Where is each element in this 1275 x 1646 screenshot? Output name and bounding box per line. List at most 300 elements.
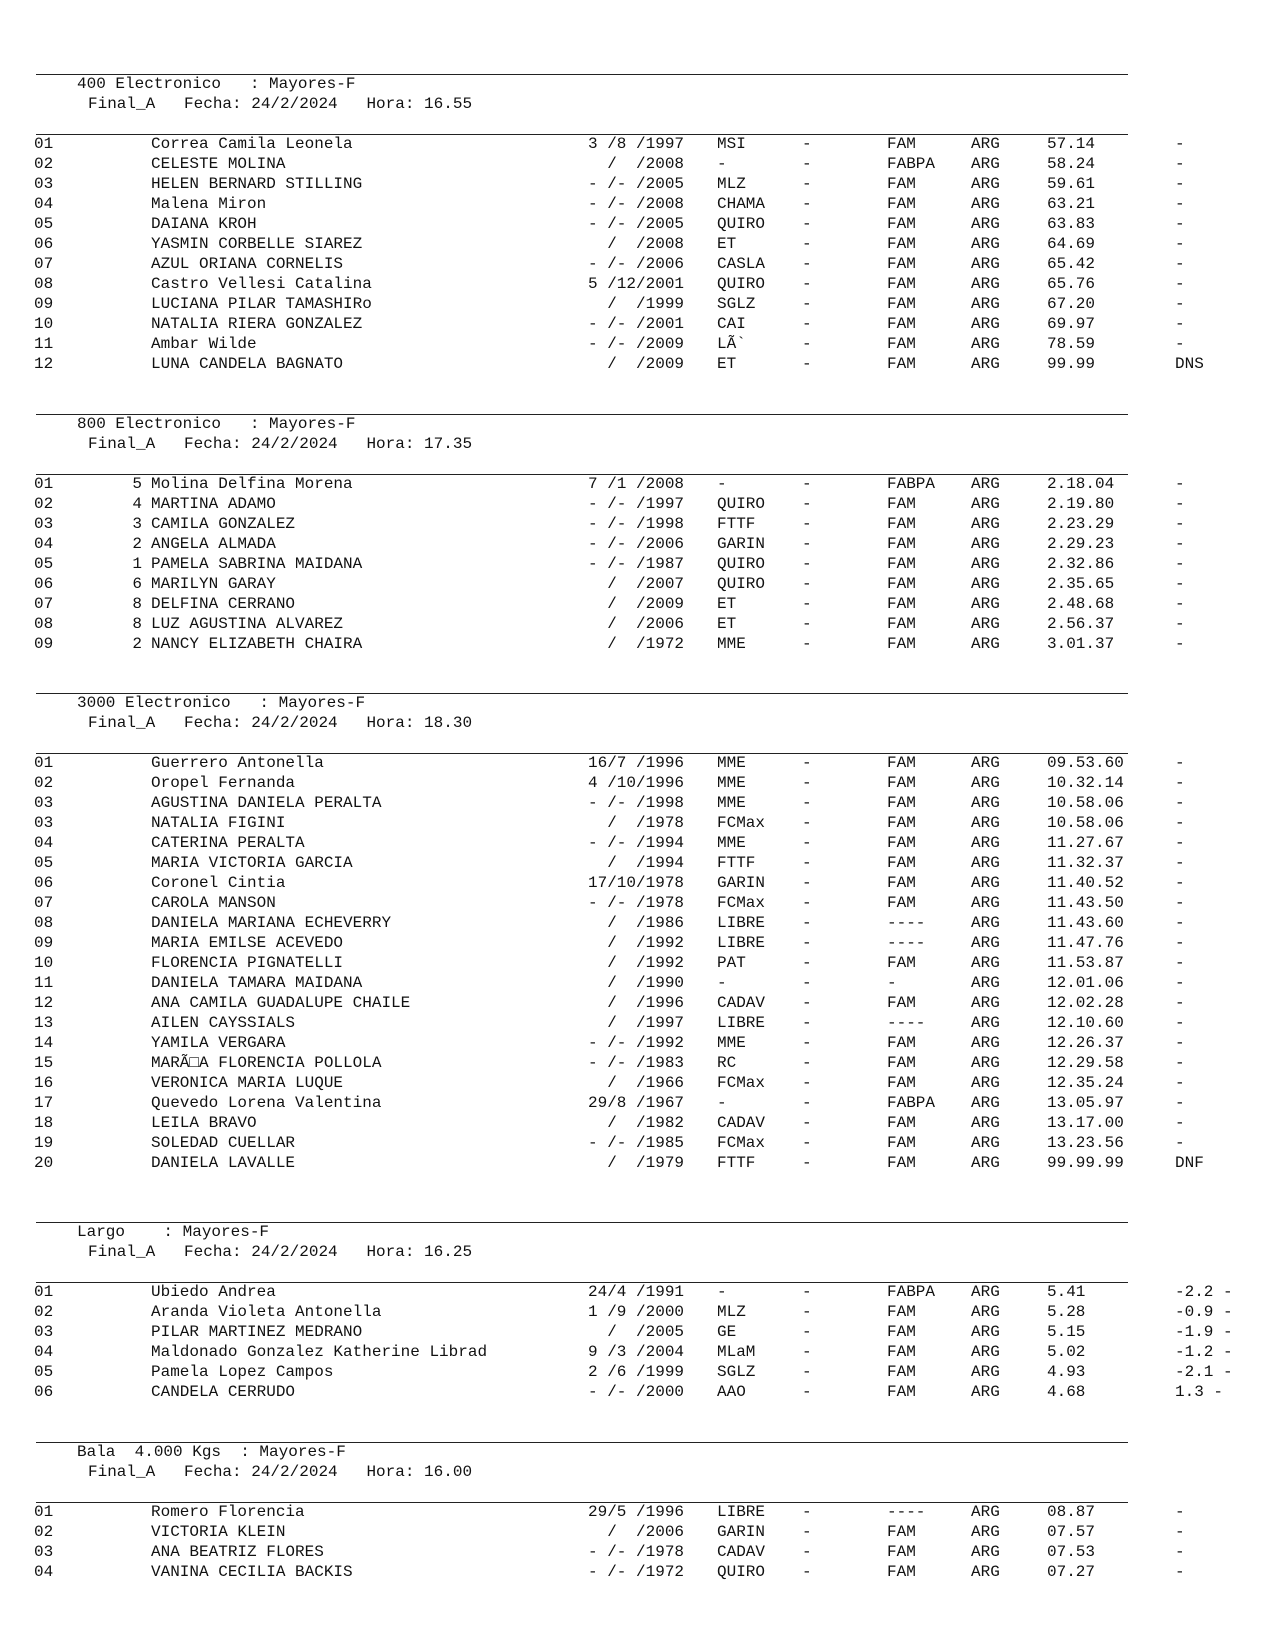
cell-pos: 16 — [34, 1074, 54, 1092]
event-title: 800 Electronico : Mayores-F — [77, 415, 356, 433]
cell-name: MARIA EMILSE ACEVEDO — [151, 934, 344, 952]
cell-club: GARIN — [717, 535, 766, 553]
result-row — [0, 134, 1275, 154]
result-row — [0, 753, 1275, 773]
cell-fed: FAM — [887, 595, 916, 613]
cell-club: LIBRE — [717, 914, 766, 932]
cell-nat: ARG — [971, 255, 1000, 273]
cell-name: Coronel Cintia — [151, 874, 286, 892]
cell-dash: - — [802, 1363, 812, 1381]
cell-nat: ARG — [971, 1074, 1000, 1092]
cell-lane: 8 — [132, 595, 142, 613]
result-row — [0, 1133, 1275, 1153]
cell-pos: 03 — [34, 515, 54, 533]
cell-pos: 04 — [34, 195, 54, 213]
cell-mark: 58.24 — [1047, 155, 1096, 173]
cell-club: - — [717, 974, 727, 992]
cell-date: - /- /2005 — [588, 175, 685, 193]
cell-club: ET — [717, 235, 737, 253]
cell-date: - /- /2005 — [588, 215, 685, 233]
cell-date: / /2008 — [588, 235, 685, 253]
cell-name: Castro Vellesi Catalina — [151, 275, 372, 293]
event-subtitle: Final_A Fecha: 24/2/2024 Hora: 17.35 — [88, 435, 473, 453]
cell-dash: - — [802, 315, 812, 333]
result-row — [0, 1073, 1275, 1093]
cell-pos: 01 — [34, 1503, 54, 1521]
cell-lane: 6 — [132, 575, 142, 593]
cell-date: 2 /6 /1999 — [588, 1363, 685, 1381]
cell-date: 3 /8 /1997 — [588, 135, 685, 153]
cell-date: 29/5 /1996 — [588, 1503, 685, 1521]
cell-mark: 11.27.67 — [1047, 834, 1124, 852]
cell-dash: - — [802, 155, 812, 173]
cell-extra: - — [1175, 1114, 1185, 1132]
cell-nat: ARG — [971, 275, 1000, 293]
cell-club: - — [717, 1094, 727, 1112]
cell-pos: 06 — [34, 575, 54, 593]
cell-nat: ARG — [971, 235, 1000, 253]
cell-name: Pamela Lopez Campos — [151, 1363, 334, 1381]
cell-extra: - — [1175, 635, 1185, 653]
cell-extra: - — [1175, 874, 1185, 892]
event-title: 400 Electronico : Mayores-F — [77, 75, 356, 93]
cell-nat: ARG — [971, 1543, 1000, 1561]
cell-mark: 2.48.68 — [1047, 595, 1115, 613]
cell-name: DELFINA CERRANO — [151, 595, 296, 613]
cell-club: LIBRE — [717, 1503, 766, 1521]
cell-dash: - — [802, 1563, 812, 1581]
cell-date: / /1992 — [588, 954, 685, 972]
cell-date: - /- /2000 — [588, 1383, 685, 1401]
cell-fed: FAM — [887, 195, 916, 213]
cell-name: Ubiedo Andrea — [151, 1283, 276, 1301]
cell-fed: FAM — [887, 335, 916, 353]
cell-nat: ARG — [971, 595, 1000, 613]
cell-club: CADAV — [717, 1114, 766, 1132]
result-row — [0, 773, 1275, 793]
cell-nat: ARG — [971, 555, 1000, 573]
cell-club: MLaM — [717, 1343, 756, 1361]
cell-pos: 01 — [34, 754, 54, 772]
cell-club: FCMax — [717, 894, 766, 912]
cell-fed: FAM — [887, 1323, 916, 1341]
cell-pos: 12 — [34, 355, 54, 373]
cell-fed: FAM — [887, 874, 916, 892]
cell-fed: FAM — [887, 535, 916, 553]
result-row — [0, 634, 1275, 654]
cell-nat: ARG — [971, 575, 1000, 593]
cell-dash: - — [802, 1543, 812, 1561]
cell-date: - /- /1997 — [588, 495, 685, 513]
cell-name: Molina Delfina Morena — [151, 475, 353, 493]
cell-date: / /2006 — [588, 1523, 685, 1541]
cell-pos: 05 — [34, 854, 54, 872]
result-row — [0, 1562, 1275, 1582]
cell-dash: - — [802, 1343, 812, 1361]
cell-date: / /1978 — [588, 814, 685, 832]
cell-club: MLZ — [717, 175, 746, 193]
cell-dash: - — [802, 1114, 812, 1132]
cell-extra: - — [1175, 615, 1185, 633]
cell-lane: 4 — [132, 495, 142, 513]
cell-date: - /- /2006 — [588, 255, 685, 273]
cell-date: / /1966 — [588, 1074, 685, 1092]
cell-pos: 03 — [34, 794, 54, 812]
cell-extra: - — [1175, 954, 1185, 972]
cell-date: / /1990 — [588, 974, 685, 992]
cell-fed: FAM — [887, 954, 916, 972]
cell-name: Guerrero Antonella — [151, 754, 324, 772]
cell-extra: - — [1175, 135, 1185, 153]
cell-nat: ARG — [971, 475, 1000, 493]
cell-club: MLZ — [717, 1303, 746, 1321]
cell-name: AILEN CAYSSIALS — [151, 1014, 296, 1032]
result-row — [0, 793, 1275, 813]
cell-dash: - — [802, 215, 812, 233]
cell-name: MARIA VICTORIA GARCIA — [151, 854, 353, 872]
cell-dash: - — [802, 475, 812, 493]
cell-club: RC — [717, 1054, 737, 1072]
cell-fed: FAM — [887, 1303, 916, 1321]
cell-dash: - — [802, 954, 812, 972]
cell-club: QUIRO — [717, 575, 766, 593]
cell-extra: - — [1175, 1034, 1185, 1052]
cell-club: GE — [717, 1323, 737, 1341]
cell-dash: - — [802, 275, 812, 293]
cell-date: / /2009 — [588, 355, 685, 373]
cell-mark: 13.05.97 — [1047, 1094, 1124, 1112]
cell-date: / /1992 — [588, 934, 685, 952]
cell-dash: - — [802, 595, 812, 613]
cell-date: - /- /1998 — [588, 515, 685, 533]
cell-date: - /- /2009 — [588, 335, 685, 353]
cell-dash: - — [802, 495, 812, 513]
cell-club: CAI — [717, 315, 746, 333]
cell-mark: 12.01.06 — [1047, 974, 1124, 992]
cell-name: Quevedo Lorena Valentina — [151, 1094, 382, 1112]
cell-extra: - — [1175, 535, 1185, 553]
cell-fed: FAM — [887, 495, 916, 513]
cell-fed: FAM — [887, 355, 916, 373]
cell-fed: FAM — [887, 1114, 916, 1132]
cell-mark: 65.42 — [1047, 255, 1096, 273]
cell-nat: ARG — [971, 1523, 1000, 1541]
cell-nat: ARG — [971, 1363, 1000, 1381]
cell-date: 9 /3 /2004 — [588, 1343, 685, 1361]
cell-pos: 19 — [34, 1134, 54, 1152]
cell-fed: FAM — [887, 1343, 916, 1361]
cell-fed: FAM — [887, 1563, 916, 1581]
cell-pos: 05 — [34, 215, 54, 233]
cell-dash: - — [802, 135, 812, 153]
cell-extra: - — [1175, 475, 1185, 493]
cell-name: DAIANA KROH — [151, 215, 257, 233]
cell-nat: ARG — [971, 954, 1000, 972]
cell-name: ANA BEATRIZ FLORES — [151, 1543, 324, 1561]
result-row — [0, 1342, 1275, 1362]
cell-date: / /1979 — [588, 1154, 685, 1172]
result-row — [0, 174, 1275, 194]
cell-nat: ARG — [971, 854, 1000, 872]
cell-club: LÃ` — [717, 335, 746, 353]
cell-nat: ARG — [971, 994, 1000, 1012]
cell-mark: 63.21 — [1047, 195, 1096, 213]
event-title: Bala 4.000 Kgs : Mayores-F — [77, 1443, 346, 1461]
cell-nat: ARG — [971, 874, 1000, 892]
cell-pos: 04 — [34, 1563, 54, 1581]
event-subtitle: Final_A Fecha: 24/2/2024 Hora: 16.25 — [88, 1243, 473, 1261]
cell-date: / /1982 — [588, 1114, 685, 1132]
cell-mark: 10.32.14 — [1047, 774, 1124, 792]
event-title: 3000 Electronico : Mayores-F — [77, 694, 366, 712]
cell-dash: - — [802, 1303, 812, 1321]
cell-club: FCMax — [717, 1134, 766, 1152]
cell-club: FTTF — [717, 1154, 756, 1172]
cell-pos: 11 — [34, 974, 54, 992]
cell-pos: 01 — [34, 135, 54, 153]
result-row — [0, 1093, 1275, 1113]
cell-pos: 01 — [34, 1283, 54, 1301]
cell-club: AAO — [717, 1383, 746, 1401]
cell-date: / /1996 — [588, 994, 685, 1012]
cell-date: 17/10/1978 — [588, 874, 685, 892]
cell-mark: 10.58.06 — [1047, 814, 1124, 832]
cell-nat: ARG — [971, 1323, 1000, 1341]
cell-date: - /- /2006 — [588, 535, 685, 553]
cell-pos: 06 — [34, 1383, 54, 1401]
cell-pos: 02 — [34, 495, 54, 513]
result-row — [0, 354, 1275, 374]
result-row — [0, 334, 1275, 354]
cell-fed: FAM — [887, 1034, 916, 1052]
cell-fed: FABPA — [887, 475, 936, 493]
cell-mark: 3.01.37 — [1047, 635, 1115, 653]
cell-date: / /1994 — [588, 854, 685, 872]
cell-nat: ARG — [971, 315, 1000, 333]
cell-dash: - — [802, 535, 812, 553]
cell-fed: FAM — [887, 1523, 916, 1541]
cell-name: NATALIA RIERA GONZALEZ — [151, 315, 363, 333]
cell-extra: - — [1175, 854, 1185, 872]
cell-fed: FAM — [887, 615, 916, 633]
cell-mark: 2.56.37 — [1047, 615, 1115, 633]
cell-nat: ARG — [971, 1054, 1000, 1072]
cell-name: CELESTE MOLINA — [151, 155, 286, 173]
cell-extra: - — [1175, 575, 1185, 593]
cell-mark: 5.28 — [1047, 1303, 1086, 1321]
cell-name: Malena Miron — [151, 195, 267, 213]
cell-name: HELEN BERNARD STILLING — [151, 175, 363, 193]
cell-extra: - — [1175, 1543, 1185, 1561]
cell-pos: 08 — [34, 275, 54, 293]
cell-mark: 2.18.04 — [1047, 475, 1115, 493]
cell-name: Correa Camila Leonela — [151, 135, 353, 153]
cell-name: PILAR MARTINEZ MEDRANO — [151, 1323, 363, 1341]
cell-mark: 2.23.29 — [1047, 515, 1115, 533]
cell-fed: ---- — [887, 1014, 926, 1032]
cell-date: - /- /1972 — [588, 1563, 685, 1581]
cell-name: CAROLA MANSON — [151, 894, 276, 912]
cell-date: - /- /1978 — [588, 1543, 685, 1561]
cell-nat: ARG — [971, 914, 1000, 932]
cell-pos: 01 — [34, 475, 54, 493]
cell-mark: 4.68 — [1047, 1383, 1086, 1401]
cell-nat: ARG — [971, 515, 1000, 533]
cell-pos: 03 — [34, 1323, 54, 1341]
cell-date: 4 /10/1996 — [588, 774, 685, 792]
cell-nat: ARG — [971, 1503, 1000, 1521]
cell-dash: - — [802, 195, 812, 213]
result-row — [0, 893, 1275, 913]
cell-mark: 13.17.00 — [1047, 1114, 1124, 1132]
cell-name: VANINA CECILIA BACKIS — [151, 1563, 353, 1581]
cell-nat: ARG — [971, 1094, 1000, 1112]
cell-nat: ARG — [971, 974, 1000, 992]
result-row — [0, 1502, 1275, 1522]
cell-date: / /1986 — [588, 914, 685, 932]
result-row — [0, 534, 1275, 554]
result-row — [0, 973, 1275, 993]
cell-fed: ---- — [887, 934, 926, 952]
cell-dash: - — [802, 754, 812, 772]
cell-fed: FAM — [887, 1543, 916, 1561]
cell-dash: - — [802, 974, 812, 992]
cell-dash: - — [802, 1094, 812, 1112]
result-row — [0, 1382, 1275, 1402]
cell-club: GARIN — [717, 874, 766, 892]
cell-extra: - — [1175, 774, 1185, 792]
cell-extra: - — [1175, 754, 1185, 772]
cell-name: MARÃ□A FLORENCIA POLLOLA — [151, 1054, 382, 1072]
cell-extra: - — [1175, 834, 1185, 852]
cell-extra: - — [1175, 495, 1185, 513]
result-row — [0, 1362, 1275, 1382]
cell-dash: - — [802, 994, 812, 1012]
cell-dash: - — [802, 1503, 812, 1521]
cell-name: NATALIA FIGINI — [151, 814, 286, 832]
cell-club: ET — [717, 615, 737, 633]
cell-pos: 09 — [34, 295, 54, 313]
result-row — [0, 913, 1275, 933]
cell-fed: FAM — [887, 814, 916, 832]
cell-pos: 02 — [34, 774, 54, 792]
cell-extra: -2.2 - — [1175, 1283, 1233, 1301]
cell-dash: - — [802, 635, 812, 653]
cell-club: PAT — [717, 954, 746, 972]
cell-mark: 63.83 — [1047, 215, 1096, 233]
result-row — [0, 1053, 1275, 1073]
cell-date: / /1997 — [588, 1014, 685, 1032]
cell-club: CHAMA — [717, 195, 766, 213]
cell-nat: ARG — [971, 535, 1000, 553]
cell-nat: ARG — [971, 1134, 1000, 1152]
cell-nat: ARG — [971, 355, 1000, 373]
cell-club: QUIRO — [717, 495, 766, 513]
cell-extra: -1.9 - — [1175, 1323, 1233, 1341]
cell-lane: 3 — [132, 515, 142, 533]
cell-pos: 05 — [34, 555, 54, 573]
cell-fed: FAM — [887, 315, 916, 333]
cell-extra: - — [1175, 255, 1185, 273]
cell-fed: FAM — [887, 555, 916, 573]
cell-name: DANIELA MARIANA ECHEVERRY — [151, 914, 392, 932]
cell-date: - /- /1992 — [588, 1034, 685, 1052]
cell-pos: 02 — [34, 1303, 54, 1321]
cell-date: - /- /1985 — [588, 1134, 685, 1152]
cell-dash: - — [802, 814, 812, 832]
result-row — [0, 214, 1275, 234]
cell-extra: - — [1175, 295, 1185, 313]
cell-club: CADAV — [717, 994, 766, 1012]
cell-mark: 11.43.60 — [1047, 914, 1124, 932]
cell-date: - /- /2001 — [588, 315, 685, 333]
cell-mark: 2.35.65 — [1047, 575, 1115, 593]
cell-fed: - — [887, 974, 897, 992]
cell-extra: - — [1175, 1134, 1185, 1152]
cell-date: 5 /12/2001 — [588, 275, 685, 293]
result-row — [0, 314, 1275, 334]
cell-mark: 07.27 — [1047, 1563, 1096, 1581]
cell-name: VICTORIA KLEIN — [151, 1523, 286, 1541]
result-row — [0, 154, 1275, 174]
cell-dash: - — [802, 1074, 812, 1092]
result-row — [0, 594, 1275, 614]
cell-nat: ARG — [971, 814, 1000, 832]
cell-name: Aranda Violeta Antonella — [151, 1303, 382, 1321]
cell-date: - /- /1994 — [588, 834, 685, 852]
cell-fed: FABPA — [887, 1283, 936, 1301]
cell-dash: - — [802, 295, 812, 313]
cell-mark: 2.32.86 — [1047, 555, 1115, 573]
event-subtitle: Final_A Fecha: 24/2/2024 Hora: 18.30 — [88, 714, 473, 732]
cell-extra: - — [1175, 315, 1185, 333]
cell-name: CANDELA CERRUDO — [151, 1383, 296, 1401]
cell-mark: 5.15 — [1047, 1323, 1086, 1341]
cell-nat: ARG — [971, 175, 1000, 193]
cell-nat: ARG — [971, 615, 1000, 633]
result-row — [0, 514, 1275, 534]
result-row — [0, 274, 1275, 294]
cell-mark: 59.61 — [1047, 175, 1096, 193]
cell-name: ANGELA ALMADA — [151, 535, 276, 553]
result-row — [0, 494, 1275, 514]
cell-club: FTTF — [717, 854, 756, 872]
cell-mark: 11.43.50 — [1047, 894, 1124, 912]
cell-date: / /1972 — [588, 635, 685, 653]
result-row — [0, 1302, 1275, 1322]
cell-extra: -1.2 - — [1175, 1343, 1233, 1361]
cell-nat: ARG — [971, 1154, 1000, 1172]
cell-pos: 10 — [34, 315, 54, 333]
cell-mark: 99.99.99 — [1047, 1154, 1124, 1172]
cell-dash: - — [802, 934, 812, 952]
result-row — [0, 1033, 1275, 1053]
cell-mark: 09.53.60 — [1047, 754, 1124, 772]
cell-club: LIBRE — [717, 1014, 766, 1032]
cell-pos: 08 — [34, 615, 54, 633]
cell-date: 29/8 /1967 — [588, 1094, 685, 1112]
cell-name: Maldonado Gonzalez Katherine Librad — [151, 1343, 488, 1361]
cell-name: Oropel Fernanda — [151, 774, 296, 792]
cell-extra: 1.3 - — [1175, 1383, 1224, 1401]
cell-club: CADAV — [717, 1543, 766, 1561]
cell-club: MSI — [717, 135, 746, 153]
cell-extra: - — [1175, 1094, 1185, 1112]
cell-name: LUCIANA PILAR TAMASHIRo — [151, 295, 372, 313]
cell-date: 16/7 /1996 — [588, 754, 685, 772]
cell-extra: - — [1175, 335, 1185, 353]
cell-extra: - — [1175, 235, 1185, 253]
